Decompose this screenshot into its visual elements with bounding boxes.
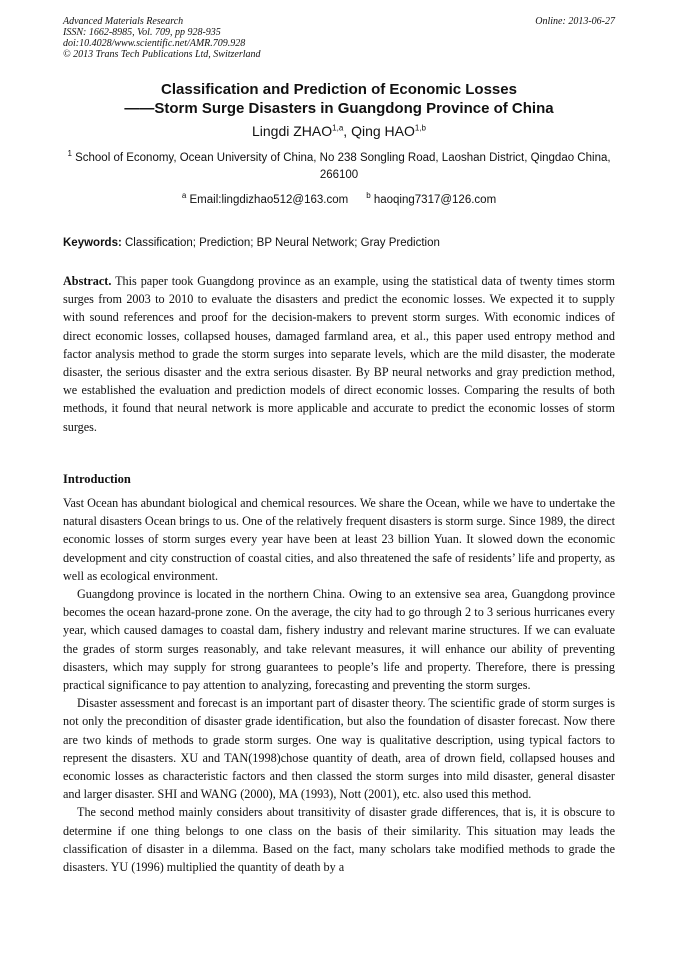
paragraph: Disaster assessment and forecast is an important part of disaster theory. The scientific grade of storm surges is not only the precondition of disaster grade identification, but also the foundation of disaster forecast. Now there are two kinds of methods to grade storm surges. One way is qualitative description, using typical factors to represent the disasters. XU and TAN(1998)chose quantity of death, area of drown field, collapsed houses and economic losses as characteristic factors and then classed the storm surges into mild disaster, general disaster and larger disaster. SHI and WANG (2000), MA (1993), Nott (2001), etc. also used this method. [63,696,615,802]
affiliation-text: School of Economy, Ocean University of China, No 238 Songling Road, Laoshan District, Qingdao China, 266100 [71,152,611,181]
keywords-label: Keywords: [63,237,122,249]
author-affiliation-mark: 1,b [414,123,426,133]
paragraph: Vast Ocean has abundant biological and chemical resources. We share the Ocean, while we have to undertake the natural disasters Ocean brings to us. One of the relatively frequent disasters is storm surge. Since 1989, the direct economic losses of storm surges every year have been at least 23 billion Yuan. It slowed down the economic development and city construction of coastal cities, and also threatened the safe of residents’ life and property, as well as ecological environment. [63,496,615,583]
author-list [40,122,638,140]
author-affiliation-mark: 1,a [332,123,344,133]
journal-copyright: © 2013 Trans Tech Publications Ltd, Switzerland [63,49,261,60]
paragraph: The second method mainly considers about transitivity of disaster grade differences, that is, it is obscure to determine if one thing belongs to one class on the basis of their similarity. This situation may leads the classification of disaster in a dilemma. Based on the fact, many scholars take modified methods to grade the disasters. YU (1996) multiplied the quantity of death by a [63,805,615,875]
journal-doi: doi:10.4028/www.scientific.net/AMR.709.928 [63,38,246,49]
email-mark-b: b [366,191,371,201]
affiliation [63,150,615,184]
abstract [63,272,615,436]
title-line-1: Classification and Prediction of Economic Losses [161,81,517,98]
author-emails [63,192,615,208]
author-separator: , [343,123,352,139]
title-line-2: ——Storm Surge Disasters in Guangdong Province of China [124,100,554,117]
email-mark-a: a [181,191,187,201]
journal-name: Advanced Materials Research [63,16,184,27]
journal-issn: ISSN: 1662-8985, Vol. 709, pp 928-935 [63,27,221,38]
keywords-text: Classification; Prediction; BP Neural Network; Gray Prediction [121,237,440,249]
keywords [63,235,615,251]
section-heading-introduction: Introduction [63,472,131,486]
email-a[interactable]: Email:lingdizhao512@163.com [186,194,349,206]
journal-header [63,16,615,60]
paper-title [40,80,638,118]
author-name: Qing HAO [351,123,415,139]
affiliation-number: 1 [67,149,72,159]
abstract-label: Abstract. [63,274,112,288]
introduction-body [63,494,615,876]
online-date: Online: 2013-06-27 [535,16,615,27]
author-name: Lingdi ZHAO [252,123,333,139]
paragraph: Guangdong province is located in the northern China. Owing to an extensive sea area, Guangdong province becomes the ocean hazard-prone zone. On the average, the city had to go through 2 to 3 serious hurricanes every year, which caused damages to coastal dam, fishery industry and relevant marine structures. If we can evaluate the grades of storm surges reasonably, and take relevant measures, it will enhance our ability of preventing disasters, which may supply for strong guarantees to people’s life and property. Therefore, there is pressing practical significance to pay attention to analyzing, forecasting and preventing the storm surges. [63,587,615,693]
abstract-text: This paper took Guangdong province as an example, using the statistical data of twenty times storm surges from 2003 to 2010 to evaluate the disasters and predict the economic losses. We expected it to supply with sound references and proof for the decision-makers to prevent storm surges. With economic indices of direct economic losses, collapsed houses, damaged farmland area, et al., this paper used entropy method and factor analysis method to grade the storm surges into separate levels, which are the mild disaster, the moderate disaster, the serious disaster and the extra serious disaster. By BP neural networks and gray prediction method, we established the evaluation and prediction models of direct economic losses. Comparing the results of both methods, it found that neural network is more applicable and accurate to predict the economic losses of storm surges. [63,274,615,434]
email-b[interactable]: haoqing7317@126.com [370,194,497,206]
